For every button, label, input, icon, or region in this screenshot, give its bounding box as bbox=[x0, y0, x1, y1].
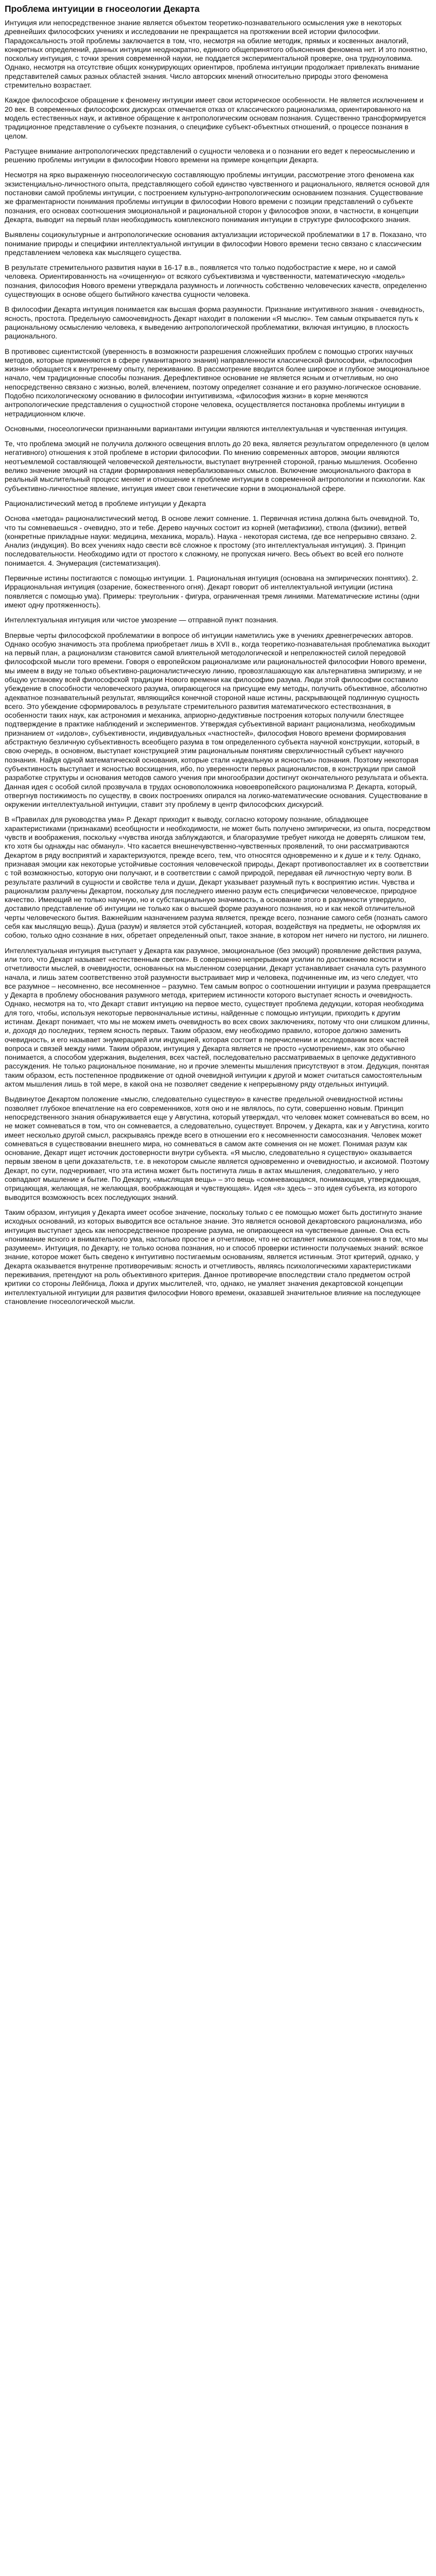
paragraph: Интуиция или непосредственное знание является объектом теоретико-познавательного осмысления уже в некоторых древнейших философских учениях и исследовании не прекращается на протяжении всей истории философии. Парадоксальность этой проблемы заключается в том, что, несмотря на обилие методик, прямых и косвенных аналогий, конкретных определений, данных интуиции неоднократно, единого общепринятого объяснения феномена нет. И это понятно, поскольку интуиция, с точки зрения современной науки, не поддается экспериментальной проверке, она трудноуловима. Однако, несмотря на отсутствие общих конкурирующих ориентиров, проблема интуиции продолжает привлекать внимание представителей самых разных областей знания. Число авторских мнений относительно природы этого феномена стремительно возрастает. bbox=[5, 19, 428, 90]
paragraph: Выявлены социокультурные и антропологические основания актуализации исторической проблематики в 17 в. Показано, что понимание природы и специфики интеллектуальной интуиции в философии Нового времени тесно связано с классическим представлением человека как мыслящего существа. bbox=[5, 230, 427, 257]
paragraph: Растущее внимание антропологических представлений о сущности человека и о познании его ведет к переосмыслению и решению проблемы интуиции в философии Нового времени на примере концепции Декарта. bbox=[5, 146, 415, 164]
paragraph: Интеллектуальная интуиция выступает у Декарта как разумное, эмоциональное (без эмоций) проявление действия разума, или того, что Декарт называет «естественным светом». В совершенно непрерывном усилии по достижению ясности и отчетливости мыслей, в очевидности, основанных на мысленном созерцании, Декарт устанавливает сначала суть разумного начала, и лишь затем соответственно этой разумности выстраивает мир и человека, подчиненные им, из чего следует, что все разумное – несомненно, все несомненное – разумно. Тем самым вопрос о соотношении интуиции и разума превращается у Декарта в проблему обоснования разумного метода, критерием истинности которого выступает ясность и очевидность. Однако, несмотря на то, что Декарт ставит интуицию на первое место, существует проблема дедукции, которая необходима для того, чтобы, используя некоторые первоначальные истины, найденные с помощью интуиции, приходить к другим истинам. Декарт понимает, что мы не можем иметь очевидность во всех своих заключениях, потому что они слишком длинны, и, доходя до последних, теряем ясность первых. Таким образом, ему необходимо правило, которое должно заменить очевидность, и его называет энумерацией или индукцией, которая состоит в перечислении и исследовании всех частей вопроса и связей между ними. Таким образом, интуиция у Декарта является не просто «усмотрением», как это обычно понимается, а способом удержания, выделения, всех частей, последовательно рассматриваемых в цепочке дедуктивного рассуждения. Не только рациональное понимание, но и прочие элементы мышления присутствуют в этом. Дедукция, понятая таким образом, есть постепенное продвижение от одной очевидной интуиции к другой и может считаться самостоятельным актом мышления лишь в той мере, в какой она не позволяет сведение к непрерывному ряду отдельных интуиций. bbox=[5, 946, 431, 1089]
paragraph: Первичные истины постигаются с помощью интуиции. 1. Рациональная интуиция (основана на эмпирических понятиях). 2. Иррациональная интуиция (озарение, божественного огня). Декарт говорит об интеллектуальной интуиции (истина появляется с помощью ума). Примеры: треугольник - фигура, ограниченная тремя линиями. Математические истины (одни имеют одну протяженность). bbox=[5, 574, 420, 609]
paragraph: В философии Декарта интуиция понимается как высшая форма разумности. Признание интуитивного знания - очевидность, ясность, простота. Предельную самоочевидность Декарт находит в положении «Я мыслю». Тем самым открывается путь к рациональному осмыслению человека, к выведению антропологической проблематики, включая интуицию, в плоскость рационального. bbox=[5, 305, 425, 341]
paragraph: В результате стремительного развития науки в 16-17 в.в., появляется что только подобострастие к мере, но и самой человека. Ориентированность на «очищенную» от всякого субъективизма и чувственности, математическую «модель» познания, философия Нового времени утверждала разумность и логичность собственно человеческих качеств, определенно существующих в основе общего бытийного качества сущности человека. bbox=[5, 263, 427, 299]
paragraph: Несмотря на ярко выраженную гносеологическую составляющую проблемы интуиции, рассмотрение этого феномена как экзистенциально-личностного опыта, представляющего собой единство чувственного и рационального, является основой для постановки самой проблемы интуиции, с построением культурно-антропологическим основанием познания. Существование же фрагментарности понимания проблемы интуиции в философии Нового времени с позиции представлений о субъекте познания, его основах соотношения эмоциональной и рациональной сторон у философов эпохи, в частности, в концепции Декарта, выводит на первый план необходимость комплексного понимания интуиции в структуре философского знания. bbox=[5, 171, 430, 224]
paragraph: Выдвинутое Декартом положение «мыслю, следовательно существую» в качестве предельной очевидностной истины позволяет глубокое впечатление на его современников, хотя оно и не являлось, по сути, совершенно новым. Принцип непосредственного знания обнаруживается еще у Августина, который утверждал, что человек может сомневаться во всем, но не может сомневаться в том, что он сомневается, а следовательно, существует. Впрочем, у Декарта, как и у Августина, когито имеет несколько другой смысл, раскрываясь прежде всего в отношении его к несомненности самосознания. Человек может сомневаться в существовании внешнего мира, но сомневаться в самом акте сомнения он не может. Понимая разум как основание, Декарт ищет источник достоверности внутри субъекта. «Я мыслю, следовательно я существую» оказывается первым звеном в цепи доказательств, т.е. в некотором смысле является одновременно и очевидностью, и аксиомой. Поэтому Декарт, по сути, подчеркивает, что эта истина может быть постигнута лишь в актах мышления, следовательно, у него совпадают мышление и бытие. По Декарту, «мыслящая вещь» – это вещь «сомневающаяся, понимающая, утверждающая, отрицающая, желающая, не желающая, воображающая и чувствующая». Идея «я» здесь – это идея субъекта, из которого выводится возможность всех последующих знаний. bbox=[5, 1095, 429, 1201]
document-title: Проблема интуиции в гносеологии Декарта bbox=[5, 4, 200, 14]
paragraph: Те, что проблема эмоций не получила должного освещения вплоть до 20 века, является результатом определенного (в целом негативного) отношения к этой проблеме в истории философии. По мнению современных авторов, эмоции являются неотъемлемой составляющей человеческой деятельности, выступает внутренней стороной, гранью мышления. Особенно велико значение эмоций на стадии формирования невербализованных смыслов. Включение эмоционального фактора в реальный мыслительный процесс меняет и отношение к проблеме интуиции в современной антропологии и психологии. Как субъективно-личностное явление, интуиция имеет свои генетические корни в эмоциональной сфере. bbox=[5, 439, 429, 493]
paragraph: В противовес сциентистской (уверенность в возможности разрешения сложнейших проблем с помощью строгих научных методов, которые применяются в сфере гуманитарного знания) направленности классической философии, «философия жизни» обращается к внутреннему опыту, переживанию. В рассмотрение вводится более широкое и глубокое эмоциональное начало, чем традиционные способы познания. Дерефлективное основание не является ясным и отчетливым, но оно непосредственно связано с жизнью, волей, влечением, поэтому определяет сознание и его разумно-логическое основание. Подобно психологическому основанию в философии интуитивизма, «философия жизни» в корне меняются антропологические представления о сущностной стороне человека, осуществляется постановка проблемы интуиции в нетрадиционном ключе. bbox=[5, 347, 430, 418]
document-body bbox=[5, 19, 431, 1306]
paragraph: Таким образом, интуиция у Декарта имеет особое значение, поскольку только с ее помощью может быть достигнуто знание исходных оснований, из которых выводится все остальное знание. Это является основой декартовского рационализма, ибо интуиция выступает здесь как непосредственное прозрение разума, не опирающееся на чувственные данные. Она есть «понимание ясного и внимательного ума, настолько простое и отчетливое, что не оставляет никакого сомнения в том, что мы разумеем». Интуиция, по Декарту, не только основа познания, но и способ проверки истинности получаемых знаний: всякое знание, которое может быть сведено к интуитивно постигаемым основаниям, является истинным. Этот критерий, однако, у Декарта оказывается внутренне противоречивым: ясность и отчетливость, являясь психологическими характеристиками переживания, претендуют на роль объективного критерия. Данное противоречие впоследствии стало предметом острой критики со стороны Лейбница, Локка и других мыслителей, что, однако, не умаляет значения декартовской концепции интеллектуальной интуиции для развития философии Нового времени, оказавшей значительное влияние на последующее становление гносеологической мысли. bbox=[5, 1208, 428, 1306]
paragraph: Каждое философское обращение к феномену интуиции имеет свои историческое особенности. Не является исключением и 20 век. В современных философских дискурсах отмечается отказ от классического рационализма, ориентированного на модель естественных наук, и активное обращение к антропологическим основам познания. Существенно трансформируется традиционное представление о субъекте познания, о специфике субъект-объектных отношений, о процессе познания в целом. bbox=[5, 96, 426, 140]
paragraph: В «Правилах для руководства ума» Р. Декарт приходит к выводу, согласно которому познание, обладающее характеристиками (признаками) всеобщности и необходимости, не может быть получено эмпирически, из опыта, посредством чувств и воображения, поскольку «чувства иногда заблуждаются, и благоразумие требует никогда не доверять слишком тем, кто хотя бы однажды нас обманул». Что касается внешнечувственно-чувственных проявлений, то они рассматриваются Декартом в ряду восприятий и характеризуются, прежде всего, тем, что относятся одновременно и к душе и к телу. Однако, признавая эмоции как некоторые устойчивые состояния человеческой природы, Декарт противопоставляет их в соответствии с той возможностью, которую они получают, и в соответствии с самой природой, передавая ей личностную черту воли. В результате различий в сущности и свойстве тела и души, Декарт указывает разумный путь к восприятию истин. Чувства и рационализм разлучены Декартом, поскольку для последнего именно разум есть специфически человеческое, природное качество. Имеющий не только научную, но и субстанциальную значимость, а основание этого в разумности утвердило, доставило представление об интуиции не только как о высшей форме разумного познания, но и как некой отличительной черты человеческого бытия. Важнейшим назначением разума является, прежде всего, познание самого себя (познать самого себя как мыслящую вещь). Душа (разум) и является этой субстанцией, которая, воздействуя на предметы, не оформляя их собою, только одно сознание в них, обретает определенный опыт, такое знание, в котором нет ничего ни пустого, ни лишнего. bbox=[5, 815, 431, 940]
paragraph: Основа «метода» рационалистический метод. В основе лежит сомнение. 1. Первичная истина должна быть очевидной. То, что ты сомневаешься - очевидно, это и тебе. Дерево научных состоит из корней (метафизики), ствола (физики), ветвей (конкретные прикладные науки: медицина, механика, мораль). Наука - некоторая система, где все непрерывно связано. 2. Анализ (индукция). Во всех учениях надо свести всё сложное к простому (это интеллектуальная интуиция). 3. Принцип последовательности. Необходимо идти от простого к сложному, не пропуская ничего. Весь объект во всей его полноте понимается. 4. Энумерация (систематизация). bbox=[5, 514, 420, 567]
paragraph: Впервые черты философской проблематики в вопросе об интуиции наметились уже в учениях древнегреческих авторов. Однако особую значимость эта проблема приобретает лишь в XVII в., когда теоретико-познавательная проблематика выходит на первый план, а рационализм становится самой влиятельной методологической и непреложностей силой передовой философской мысли того времени. Говоря о европейском рационализме или рациональностей философии Нового времени, мы имеем в виду не только объективно-рационалистическую линию, провозглашающую как альтернативна эмпиризму, и не общую установку всей философской традиции Нового времени как философию разума. Люди этой философии составило убеждение в способности человеческого разума, опирающегося на присущие ему методы, получить объективное, абсолютно адекватное познавательный результат, являющийся конечной стороной наше истины, раскрывающей подлинную сущность всего. Это убеждение сформировалось в результате стремительного развития математического естествознания, в особенности таких наук, как астрономия и механика, априорно-дедуктивные построения которых получили блестящее подтверждение в практике наблюдений и экспериментов. Утверждая субъективной вариант рационализма, необходимым признанием от «идолов», субъективности, индивидуальных «частностей», философия Нового времени формирования абстрактную безличную субъективность всеобщего разума в том определенного субъекта научной конструкции, который, в свою очередь, в основном, выступает конструкцией этим рациональным понятиям сверхличностный субъект научного познания. Найдя одной математической основания, которые стали «идеальную и ясностью» познания. Поэтому некоторая субъективность выступает и ясностью восхищения, ибо, по уверенности первых рационалистов, в конструкции при самой разработке структуры и основания методов самого учения при многообразии достигнут окончательного результата и объекта. Данная идея с особой силой прозвучала в трудах основоположника новоевропейского рационализма Р. Декарта, который, отвергнув постижимость по существу, в своих построениях опирался на логико-математические основания. Существование в окружении интеллектуальной интуиции, ставит эту проблему в центр философских дискурсий. bbox=[5, 631, 430, 809]
paragraph: Основными, гносеологически признанными вариантами интуиции являются интеллектуальная и чувственная интуиция. bbox=[5, 424, 408, 433]
paragraph: Интеллектуальная интуиция или чистое умозрение — отправной пункт познания. bbox=[5, 616, 278, 624]
section-heading: Рационалистический метод в проблеме интуиции у Декарта bbox=[5, 499, 206, 507]
